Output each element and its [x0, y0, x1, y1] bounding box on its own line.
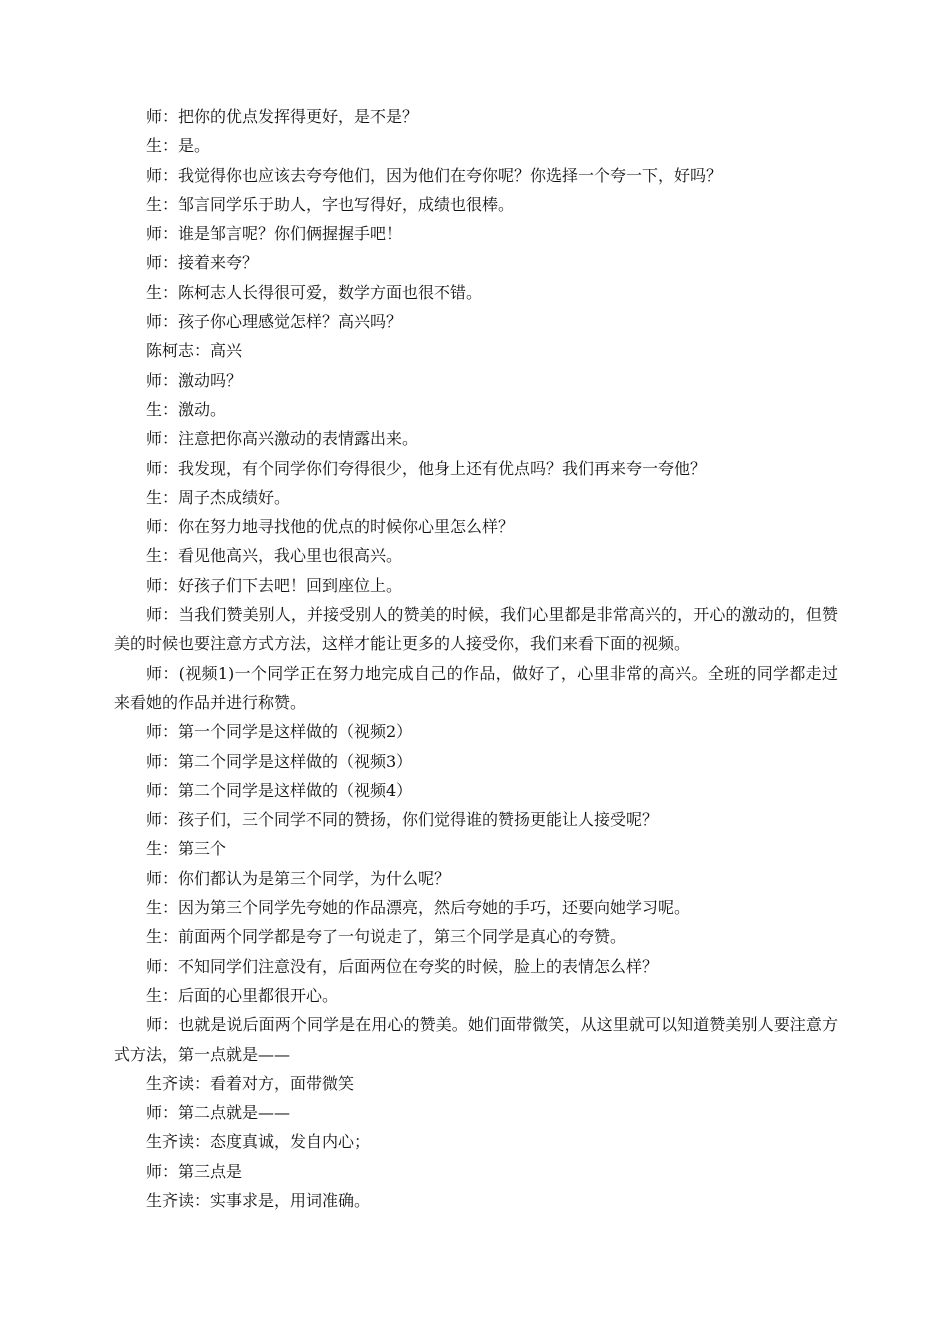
text-line: 师：接着来夸？	[146, 253, 259, 273]
text-line: 生：看见他高兴，我心里也很高兴。	[146, 546, 403, 566]
text-line: 陈柯志：高兴	[146, 341, 243, 361]
text-line: 生：邹言同学乐于助人，字也写得好，成绩也很棒。	[146, 194, 515, 214]
text-paragraph: 师：(视频1)一个同学正在努力地完成自己的作品，做好了，心里非常的高兴。全班的同学都走过来看她的作品并进行称赞。	[114, 663, 838, 712]
text-line: 师：第三点是	[146, 1161, 243, 1181]
text-line: 生：周子杰成绩好。	[146, 487, 291, 507]
text-line: 生齐读：看着对方，面带微笑	[146, 1073, 355, 1093]
text-line: 生：前面两个同学都是夸了一句说走了，第三个同学是真心的夸赞。	[146, 927, 627, 947]
text-line: 师：谁是邹言呢？你们俩握握手吧！	[146, 224, 403, 244]
text-line: 师：第二个同学是这样做的（视频4）	[146, 780, 413, 800]
text-line: 师：第一个同学是这样做的（视频2）	[146, 722, 413, 742]
text-paragraph: 师：也就是说后面两个同学是在用心的赞美。她们面带微笑，从这里就可以知道赞美别人要注意方式方法，第一点就是——	[114, 1015, 838, 1064]
document-body	[114, 102, 838, 1215]
text-line: 生：第三个	[146, 839, 227, 859]
text-line: 师：孩子你心理感觉怎样？高兴吗？	[146, 312, 403, 332]
text-line: 生齐读：态度真诚，发自内心；	[146, 1132, 371, 1152]
text-line: 生：是。	[146, 136, 211, 156]
text-line: 师：不知同学们注意没有，后面两位在夸奖的时候，脸上的表情怎么样？	[146, 956, 659, 976]
text-line: 师：第二个同学是这样做的（视频3）	[146, 751, 413, 771]
text-line: 生：激动。	[146, 399, 227, 419]
text-line: 师：孩子们，三个同学不同的赞扬，你们觉得谁的赞扬更能让人接受呢？	[146, 810, 659, 830]
text-line: 师：你在努力地寻找他的优点的时候你心里怎么样？	[146, 517, 515, 537]
text-line: 师：注意把你高兴激动的表情露出来。	[146, 429, 419, 449]
text-line: 师：激动吗？	[146, 370, 243, 390]
text-line: 师：第二点就是——	[146, 1103, 291, 1123]
text-line: 师：把你的优点发挥得更好，是不是？	[146, 107, 419, 126]
text-line: 生：后面的心里都很开心。	[146, 985, 339, 1005]
text-line: 生：因为第三个同学先夸她的作品漂亮，然后夸她的手巧，还要向她学习呢。	[146, 898, 691, 918]
text-line: 生：陈柯志人长得很可爱，数学方面也很不错。	[146, 282, 483, 302]
text-line: 生齐读：实事求是，用词准确。	[146, 1190, 371, 1210]
text-paragraph: 师：当我们赞美别人，并接受别人的赞美的时候，我们心里都是非常高兴的，开心的激动的，但赞美的时候也要注意方式方法，这样才能让更多的人接受你，我们来看下面的视频。	[114, 605, 838, 654]
text-line: 师：你们都认为是第三个同学，为什么呢？	[146, 868, 451, 888]
text-line: 师：我发现，有个同学你们夸得很少，他身上还有优点吗？我们再来夸一夸他？	[146, 458, 707, 478]
text-line: 师：好孩子们下去吧！回到座位上。	[146, 575, 403, 595]
text-line: 师：我觉得你也应该去夸夸他们，因为他们在夸你呢？你选择一个夸一下，好吗？	[146, 165, 723, 185]
